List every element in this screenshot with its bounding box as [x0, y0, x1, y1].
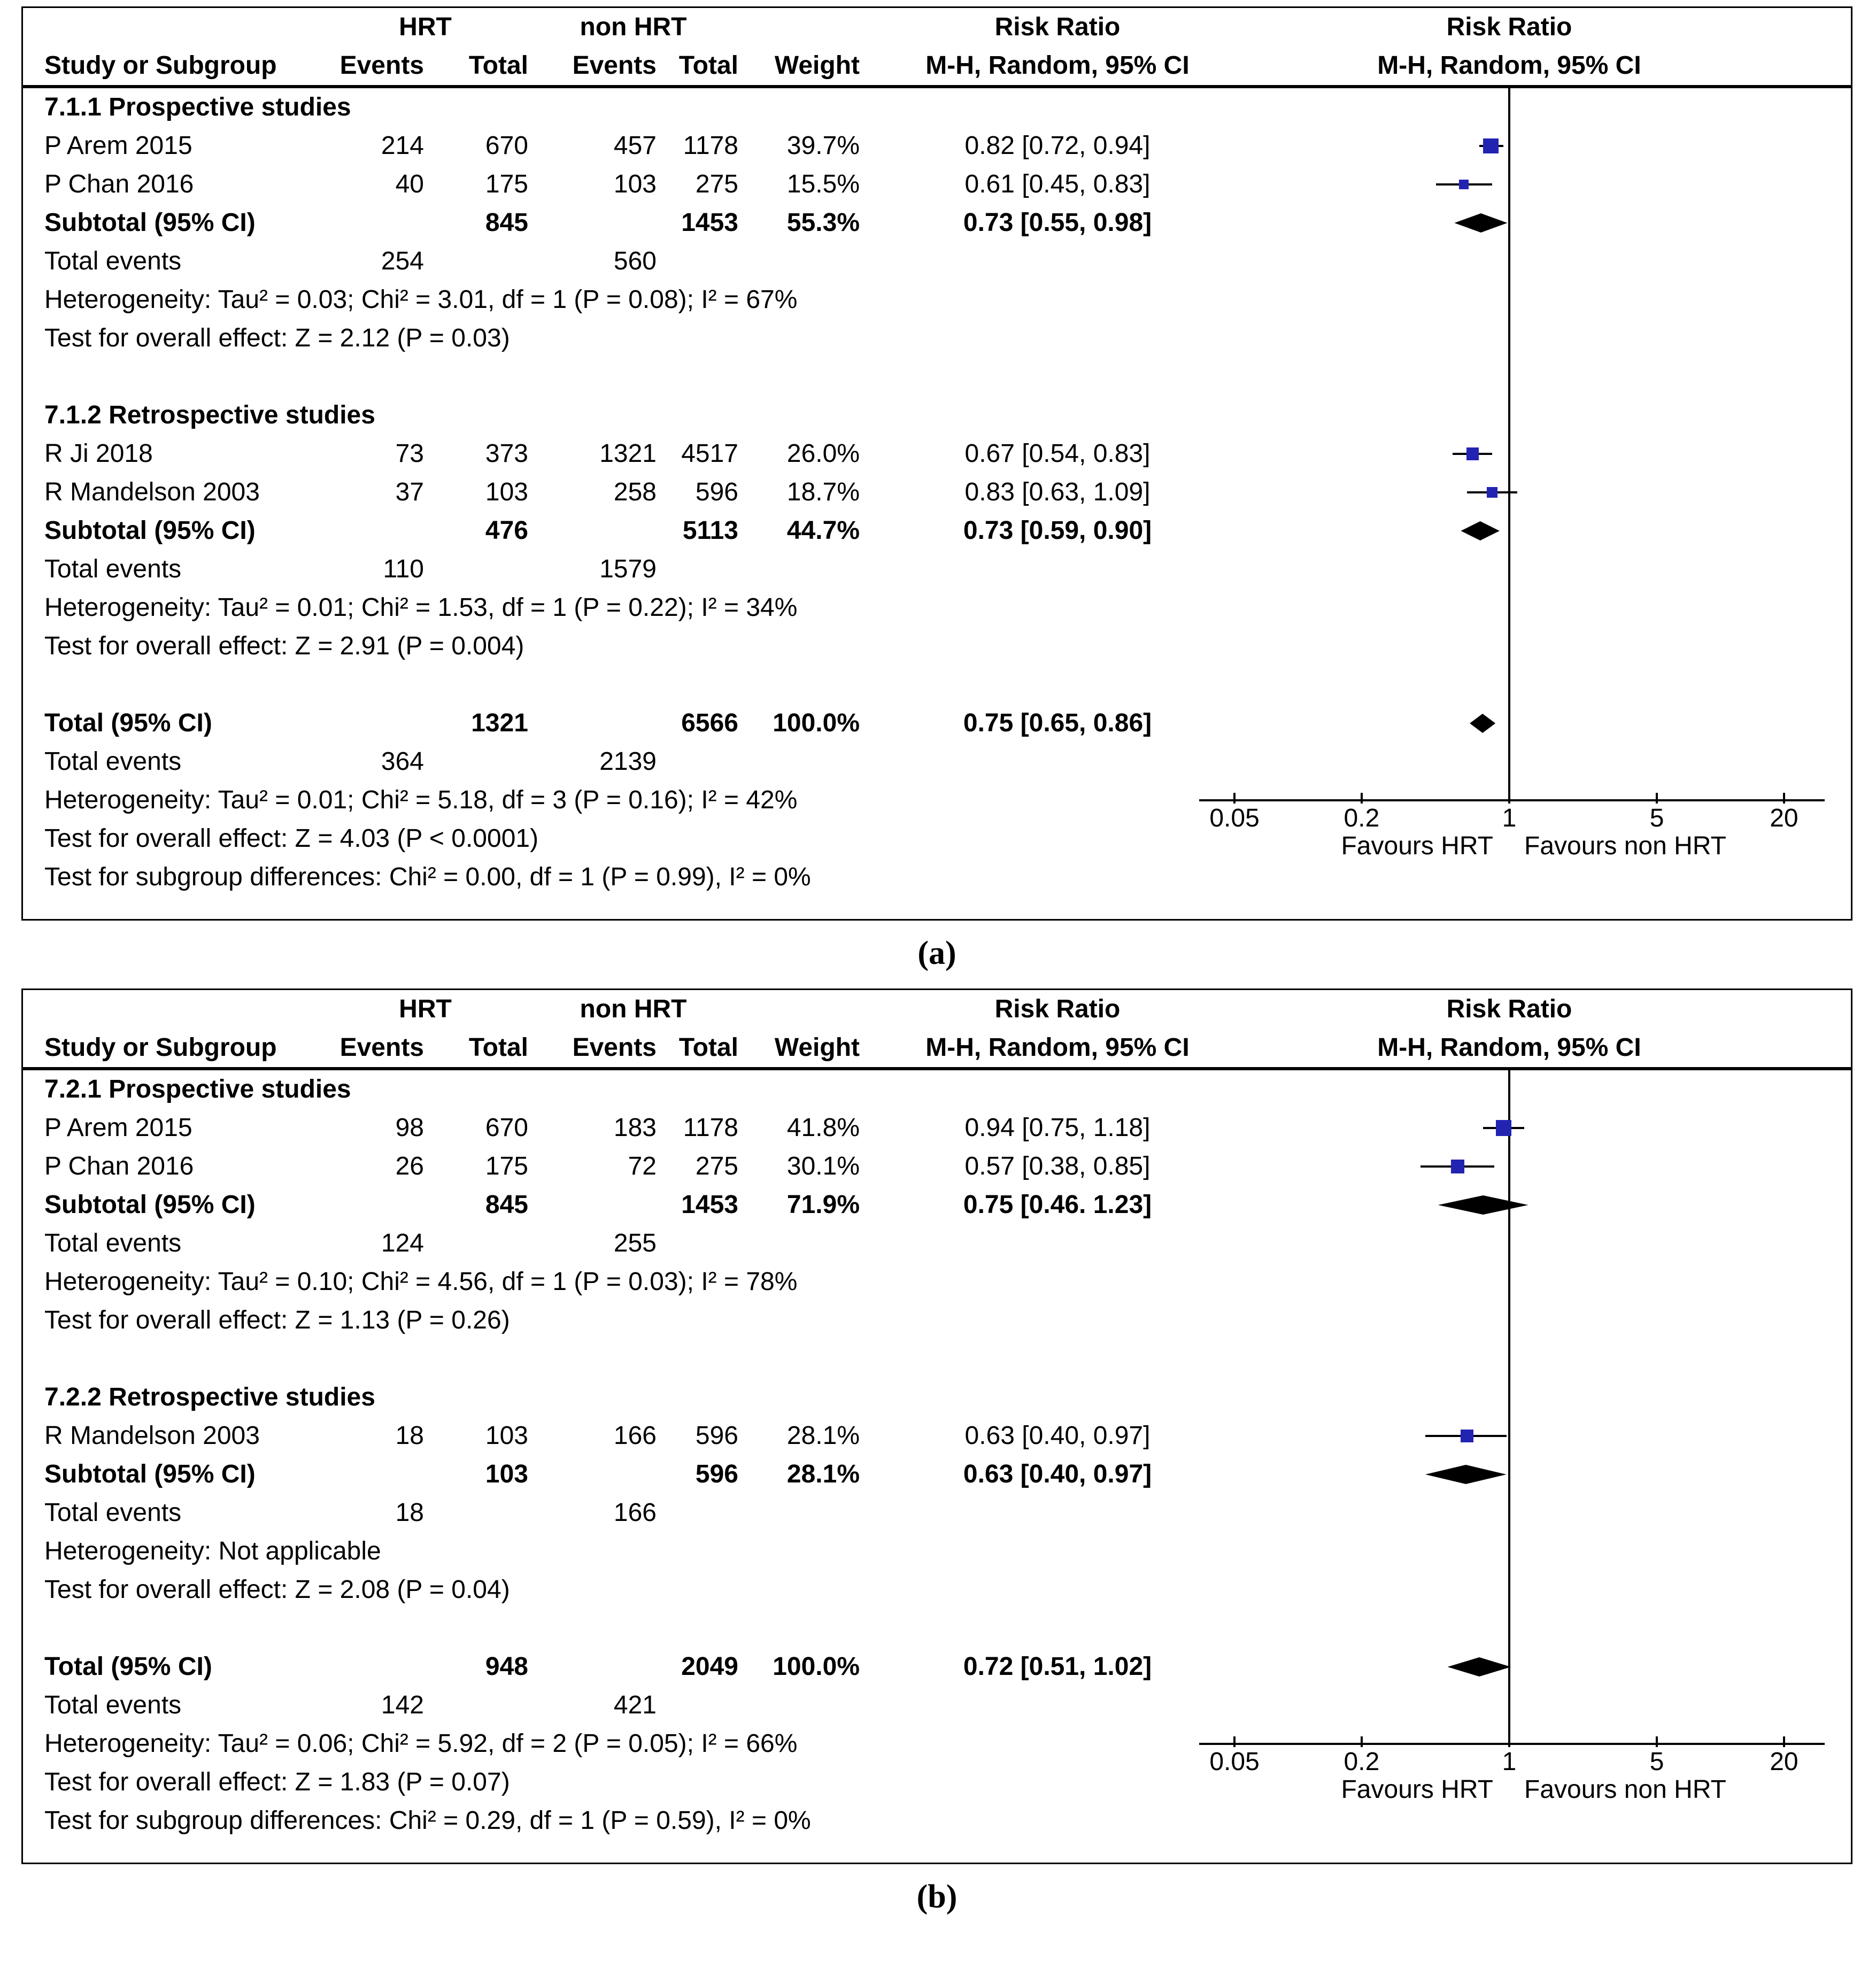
nonhrt-total-cell: 1178: [683, 132, 738, 160]
risk-ratio-ci-cell: 0.82 [0.72, 0.94]: [964, 132, 1151, 160]
table-row: [23, 1725, 1851, 1763]
subgroup-heading: 7.2.2 Retrospective studies: [44, 1383, 375, 1411]
table-row: [23, 1609, 1851, 1648]
table-row: [23, 435, 1851, 473]
nonhrt-events-cell: 255: [613, 1229, 657, 1257]
hrt-total-cell: 948: [485, 1652, 528, 1681]
table-row: [23, 589, 1851, 627]
hrt-events-cell: 73: [395, 439, 424, 468]
table-row: [23, 1763, 1851, 1802]
forest-plot-panel-a: [21, 6, 1852, 921]
favours-right-label: Favours non HRT: [1524, 832, 1726, 860]
table-row: [23, 1802, 1851, 1840]
subgroup-heading: 7.2.1 Prospective studies: [44, 1075, 351, 1103]
study-name-cell: P Chan 2016: [44, 1152, 194, 1180]
nonhrt-total-cell: 1453: [681, 208, 738, 237]
study-name-cell: R Ji 2018: [44, 439, 153, 468]
risk-ratio-ci-cell: 0.61 [0.45, 0.83]: [964, 170, 1151, 198]
x-axis-tick-label: 0.2: [1344, 1748, 1380, 1776]
column-header-row: [23, 47, 1851, 85]
table-row: [23, 358, 1851, 396]
table-row: [23, 1417, 1851, 1455]
column-header-row: [23, 1029, 1851, 1067]
table-row: [23, 396, 1851, 435]
hrt-total-cell: 103: [485, 478, 528, 506]
nonhrt-total-cell: 596: [695, 1422, 738, 1450]
weight-cell: 41.8%: [786, 1114, 860, 1142]
weight-cell: 55.3%: [786, 208, 860, 237]
nonhrt-total-cell: 2049: [681, 1652, 738, 1681]
hrt-events-cell: 214: [381, 132, 424, 160]
nonhrt-events-cell: 560: [613, 247, 657, 275]
study-name-cell: Total events: [44, 1498, 182, 1527]
table-row: [23, 1378, 1851, 1417]
hrt-total-cell: 845: [485, 208, 528, 237]
note-text: Test for subgroup differences: Chi² = 0.00, df = 1 (P = 0.99), I² = 0%: [44, 863, 811, 891]
study-column-header: Study or Subgroup: [44, 51, 277, 80]
nonhrt-events-cell: 1579: [599, 555, 657, 583]
nonhrt-events-cell: 258: [613, 478, 657, 506]
table-row: [23, 1340, 1851, 1378]
plot-title: Risk Ratio: [1446, 13, 1572, 41]
nonhrt-events-cell: 2139: [599, 747, 657, 776]
nonhrt-total-cell: 596: [695, 478, 738, 506]
table-header: [23, 8, 1851, 88]
table-row: [23, 627, 1851, 666]
x-axis-tick-label: 1: [1502, 1748, 1517, 1776]
study-name-cell: P Arem 2015: [44, 132, 192, 160]
study-name-cell: Total events: [44, 1229, 182, 1257]
note-text: Test for overall effect: Z = 2.08 (P = 0.04): [44, 1575, 510, 1604]
hrt-events-cell: 98: [395, 1114, 424, 1142]
nonhrt-events-cell: 166: [613, 1422, 657, 1450]
table-row: [23, 1648, 1851, 1686]
nonhrt-events-cell: 457: [613, 132, 657, 160]
hrt-events-cell: 18: [395, 1422, 424, 1450]
subgroup-heading: 7.1.2 Retrospective studies: [44, 401, 375, 429]
study-name-cell: P Chan 2016: [44, 170, 194, 198]
note-text: Test for overall effect: Z = 1.83 (P = 0.07): [44, 1768, 510, 1796]
plot-mh-random-ci-header: M-H, Random, 95% CI: [1377, 1033, 1641, 1062]
table-row: [23, 1109, 1851, 1147]
risk-ratio-ci-cell: 0.83 [0.63, 1.09]: [964, 478, 1151, 506]
hrt-events-cell: 142: [381, 1691, 424, 1719]
table-row: [23, 512, 1851, 550]
hrt-events-cell: 110: [383, 555, 424, 583]
table-row: [23, 1224, 1851, 1263]
nonhrt-total-cell: 596: [695, 1460, 738, 1488]
weight-column-header: Weight: [774, 1033, 860, 1062]
panel-label-b: (b): [916, 1879, 958, 1915]
nonhrt-total-cell: 5113: [682, 516, 738, 545]
table-row: [23, 1301, 1851, 1340]
table-row: [23, 743, 1851, 781]
plot-title: Risk Ratio: [1446, 995, 1572, 1023]
x-axis-tick-label: 0.05: [1209, 804, 1260, 832]
note-text: Test for overall effect: Z = 2.12 (P = 0.03): [44, 324, 510, 352]
note-text: Heterogeneity: Not applicable: [44, 1537, 381, 1565]
x-axis-tick-label: 20: [1770, 1748, 1798, 1776]
nonhrt-total-cell: 1453: [681, 1191, 738, 1219]
weight-cell: 100.0%: [773, 709, 860, 737]
table-row: [23, 1571, 1851, 1609]
nonhrt-events-column-header: Events: [572, 51, 657, 80]
hrt-total-cell: 175: [485, 1152, 528, 1180]
table-row: [23, 781, 1851, 820]
mh-random-ci-column-header: M-H, Random, 95% CI: [925, 51, 1190, 80]
hrt-events-cell: 124: [381, 1229, 424, 1257]
table-row: [23, 1494, 1851, 1532]
note-text: Heterogeneity: Tau² = 0.06; Chi² = 5.92, df = 2 (P = 0.05); I² = 66%: [44, 1729, 798, 1758]
non-hrt-group-header: non HRT: [580, 995, 687, 1023]
table-header: [23, 990, 1851, 1070]
table-row: [23, 1455, 1851, 1494]
weight-cell: 71.9%: [786, 1191, 860, 1219]
table-row: [23, 281, 1851, 319]
weight-cell: 26.0%: [786, 439, 860, 468]
nonhrt-events-cell: 421: [613, 1691, 657, 1719]
study-name-cell: Subtotal (95% CI): [44, 1460, 256, 1488]
nonhrt-total-cell: 6566: [681, 709, 738, 737]
nonhrt-total-column-header: Total: [678, 51, 738, 80]
hrt-events-column-header: Events: [339, 1033, 424, 1062]
nonhrt-events-cell: 72: [628, 1152, 657, 1180]
hrt-events-cell: 40: [395, 170, 424, 198]
subgroup-heading: 7.1.1 Prospective studies: [44, 93, 351, 121]
table-row: [23, 704, 1851, 743]
weight-cell: 39.7%: [786, 132, 860, 160]
study-column-header: Study or Subgroup: [44, 1033, 277, 1062]
risk-ratio-ci-cell: 0.63 [0.40, 0.97]: [963, 1460, 1152, 1488]
x-axis-tick-label: 0.05: [1209, 1748, 1260, 1776]
risk-ratio-ci-cell: 0.75 [0.46. 1.23]: [963, 1191, 1152, 1219]
study-name-cell: Subtotal (95% CI): [44, 208, 256, 237]
study-name-cell: Total events: [44, 247, 182, 275]
study-name-cell: Total events: [44, 747, 182, 776]
hrt-events-column-header: Events: [339, 51, 424, 80]
note-text: Heterogeneity: Tau² = 0.01; Chi² = 1.53, df = 1 (P = 0.22); I² = 34%: [44, 593, 798, 622]
note-text: Test for subgroup differences: Chi² = 0.29, df = 1 (P = 0.59), I² = 0%: [44, 1806, 811, 1835]
weight-cell: 28.1%: [786, 1422, 860, 1450]
group-header-row: [23, 990, 1851, 1029]
nonhrt-total-cell: 4517: [681, 439, 738, 468]
table-row: [23, 1147, 1851, 1186]
risk-ratio-column-title: Risk Ratio: [994, 995, 1121, 1023]
weight-cell: 100.0%: [773, 1652, 860, 1681]
study-name-cell: Total events: [44, 555, 182, 583]
weight-cell: 28.1%: [786, 1460, 860, 1488]
note-text: Heterogeneity: Tau² = 0.01; Chi² = 5.18, df = 3 (P = 0.16); I² = 42%: [44, 786, 798, 814]
table-row: [23, 666, 1851, 704]
study-name-cell: R Mandelson 2003: [44, 1422, 260, 1450]
risk-ratio-ci-cell: 0.73 [0.55, 0.98]: [963, 208, 1152, 237]
x-axis-tick-label: 0.2: [1344, 804, 1380, 832]
table-row: [23, 1263, 1851, 1301]
weight-cell: 30.1%: [786, 1152, 860, 1180]
nonhrt-events-cell: 183: [613, 1114, 657, 1142]
hrt-events-cell: 254: [381, 247, 424, 275]
note-text: Test for overall effect: Z = 2.91 (P = 0.004): [44, 632, 524, 660]
table-row: [23, 473, 1851, 512]
group-header-row: [23, 8, 1851, 47]
table-row: [23, 127, 1851, 165]
risk-ratio-ci-cell: 0.94 [0.75, 1.18]: [964, 1114, 1151, 1142]
table-row: [23, 88, 1851, 127]
hrt-total-cell: 670: [485, 132, 528, 160]
hrt-events-cell: 18: [395, 1498, 424, 1527]
study-name-cell: R Mandelson 2003: [44, 478, 260, 506]
risk-ratio-ci-cell: 0.75 [0.65, 0.86]: [963, 709, 1152, 737]
study-name-cell: Subtotal (95% CI): [44, 516, 256, 545]
panel-label-a: (a): [917, 935, 956, 971]
risk-ratio-ci-cell: 0.63 [0.40, 0.97]: [964, 1422, 1151, 1450]
note-text: Test for overall effect: Z = 1.13 (P = 0.26): [44, 1306, 510, 1334]
favours-left-label: Favours HRT: [1341, 1775, 1493, 1804]
table-row: [23, 1532, 1851, 1571]
hrt-group-header: HRT: [399, 995, 452, 1023]
hrt-total-cell: 103: [485, 1460, 528, 1488]
study-name-cell: Total (95% CI): [44, 1652, 212, 1681]
mh-random-ci-column-header: M-H, Random, 95% CI: [925, 1033, 1190, 1062]
study-name-cell: P Arem 2015: [44, 1114, 192, 1142]
weight-cell: 15.5%: [786, 170, 860, 198]
table-body: [23, 1070, 1851, 1840]
nonhrt-events-cell: 103: [613, 170, 657, 198]
note-text: Heterogeneity: Tau² = 0.10; Chi² = 4.56, df = 1 (P = 0.03); I² = 78%: [44, 1268, 798, 1296]
x-axis-tick-label: 20: [1770, 804, 1798, 832]
study-name-cell: Total (95% CI): [44, 709, 212, 737]
hrt-total-cell: 476: [485, 516, 528, 545]
table-row: [23, 1070, 1851, 1109]
table-row: [23, 858, 1851, 897]
hrt-total-column-header: Total: [468, 1033, 528, 1062]
study-name-cell: Total events: [44, 1691, 182, 1719]
table-row: [23, 820, 1851, 858]
table-row: [23, 165, 1851, 204]
hrt-events-cell: 37: [395, 478, 424, 506]
table-row: [23, 242, 1851, 281]
nonhrt-events-cell: 166: [613, 1498, 657, 1527]
hrt-events-cell: 364: [381, 747, 424, 776]
table-body: [23, 88, 1851, 897]
table-row: [23, 550, 1851, 589]
weight-cell: 18.7%: [786, 478, 860, 506]
nonhrt-total-cell: 275: [695, 170, 738, 198]
forest-plot-panel-b: [21, 988, 1852, 1864]
risk-ratio-ci-cell: 0.72 [0.51, 1.02]: [963, 1652, 1152, 1681]
study-name-cell: Subtotal (95% CI): [44, 1191, 256, 1219]
favours-right-label: Favours non HRT: [1524, 1775, 1726, 1804]
nonhrt-total-cell: 275: [695, 1152, 738, 1180]
hrt-total-cell: 670: [485, 1114, 528, 1142]
hrt-total-cell: 373: [485, 439, 528, 468]
x-axis-tick-label: 5: [1649, 804, 1664, 832]
risk-ratio-ci-cell: 0.57 [0.38, 0.85]: [964, 1152, 1151, 1180]
weight-cell: 44.7%: [786, 516, 860, 545]
nonhrt-total-cell: 1178: [683, 1114, 738, 1142]
plot-mh-random-ci-header: M-H, Random, 95% CI: [1377, 51, 1641, 80]
table-row: [23, 319, 1851, 358]
hrt-total-cell: 103: [485, 1422, 528, 1450]
risk-ratio-column-title: Risk Ratio: [994, 13, 1121, 41]
hrt-events-cell: 26: [395, 1152, 424, 1180]
nonhrt-total-column-header: Total: [678, 1033, 738, 1062]
nonhrt-events-cell: 1321: [599, 439, 657, 468]
table-row: [23, 1186, 1851, 1224]
table-row: [23, 204, 1851, 242]
note-text: Heterogeneity: Tau² = 0.03; Chi² = 3.01, df = 1 (P = 0.08); I² = 67%: [44, 285, 798, 314]
non-hrt-group-header: non HRT: [580, 13, 687, 41]
hrt-group-header: HRT: [399, 13, 452, 41]
hrt-total-column-header: Total: [468, 51, 528, 80]
hrt-total-cell: 845: [485, 1191, 528, 1219]
nonhrt-events-column-header: Events: [572, 1033, 657, 1062]
x-axis-tick-label: 1: [1502, 804, 1517, 832]
risk-ratio-ci-cell: 0.73 [0.59, 0.90]: [963, 516, 1152, 545]
favours-left-label: Favours HRT: [1341, 832, 1493, 860]
hrt-total-cell: 1321: [471, 709, 528, 737]
weight-column-header: Weight: [774, 51, 860, 80]
table-row: [23, 1686, 1851, 1725]
risk-ratio-ci-cell: 0.67 [0.54, 0.83]: [964, 439, 1151, 468]
note-text: Test for overall effect: Z = 4.03 (P < 0.0001): [44, 824, 539, 853]
hrt-total-cell: 175: [485, 170, 528, 198]
x-axis-tick-label: 5: [1649, 1748, 1664, 1776]
